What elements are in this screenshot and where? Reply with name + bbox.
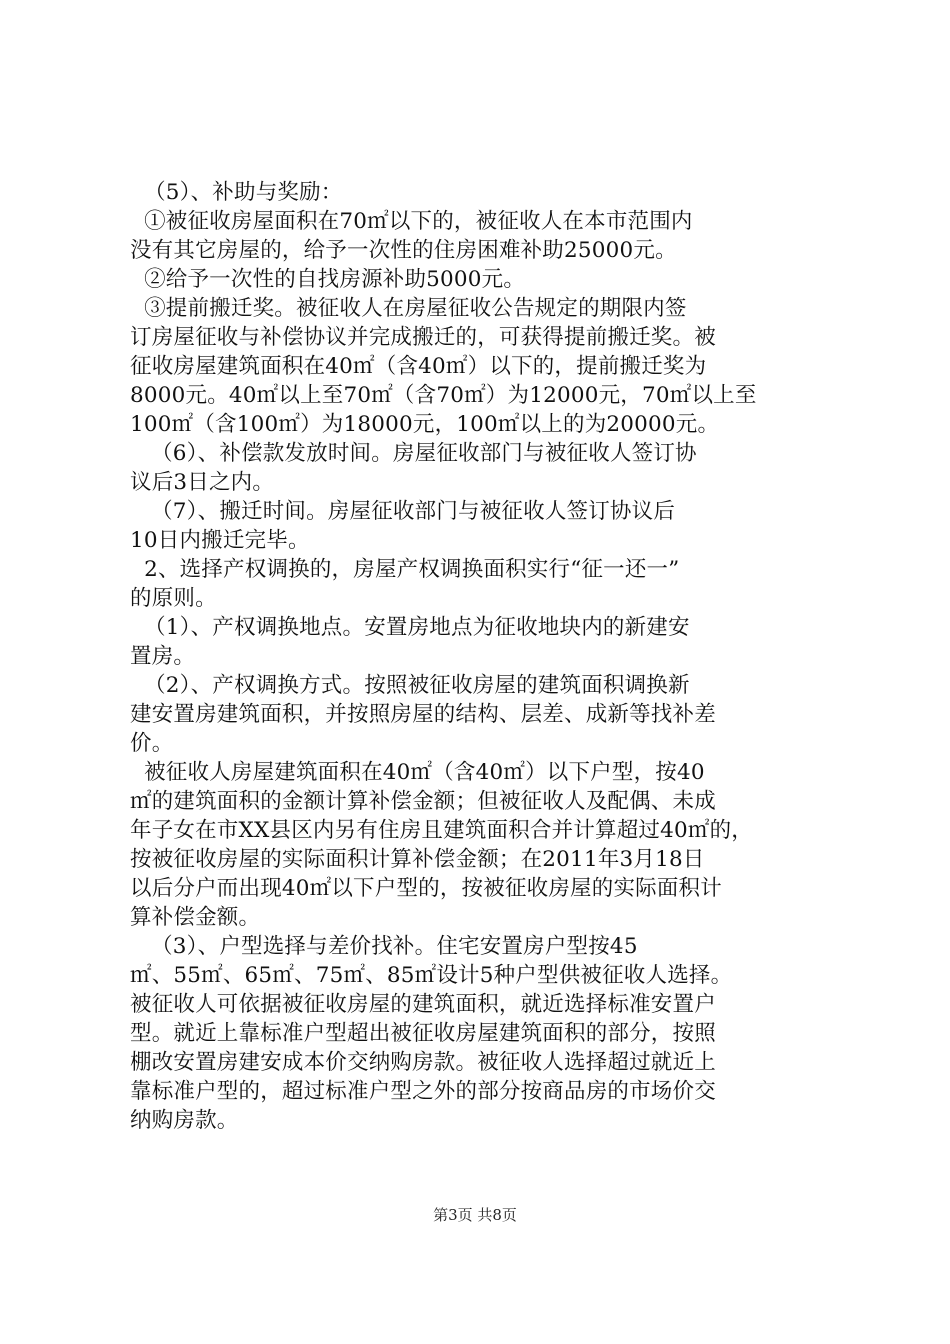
text-line: ①被征收房屋面积在70㎡以下的，被征收人在本市范围内 (130, 209, 693, 234)
text-line: 按被征收房屋的实际面积计算补偿金额；在2011年3月18日 (130, 847, 705, 872)
text-line: 棚改安置房建安成本价交纳购房款。被征收人选择超过就近上 (130, 1050, 716, 1075)
text-line: 被征收人可依据被征收房屋的建筑面积，就近选择标准安置户 (130, 992, 716, 1017)
text-line: 被征收人房屋建筑面积在40㎡（含40㎡）以下户型，按40 (130, 760, 705, 785)
text-line: （6）、补偿款发放时间。房屋征收部门与被征收人签订协 (130, 441, 697, 466)
document-body (130, 178, 835, 1135)
text-line: 价。 (130, 731, 174, 756)
text-line: 建安置房建筑面积，并按照房屋的结构、层差、成新等找补差 (130, 702, 716, 727)
text-line: 算补偿金额。 (130, 905, 261, 930)
text-line: 征收房屋建筑面积在40㎡（含40㎡）以下的，提前搬迁奖为 (130, 354, 707, 379)
text-line: 2、选择产权调换的，房屋产权调换面积实行“征一还一” (130, 557, 680, 582)
text-line: （3）、户型选择与差价找补。住宅安置房户型按45 (130, 934, 638, 959)
text-line: ㎡、55㎡、65㎡、75㎡、85㎡设计5种户型供被征收人选择。 (130, 963, 733, 988)
text-line: 10日内搬迁完毕。 (130, 528, 310, 553)
text-line: 没有其它房屋的，给予一次性的住房困难补助25000元。 (130, 238, 677, 263)
text-line: （1）、产权调换地点。安置房地点为征收地块内的新建安 (130, 615, 690, 640)
text-line: 年子女在市XX县区内另有住房且建筑面积合并计算超过40㎡的， (130, 818, 753, 843)
text-line: 型。就近上靠标准户型超出被征收房屋建筑面积的部分，按照 (130, 1021, 716, 1046)
text-line: （7）、搬迁时间。房屋征收部门与被征收人签订协议后 (130, 499, 676, 524)
text-line: 纳购房款。 (130, 1108, 239, 1133)
text-line: 议后3日之内。 (130, 470, 275, 495)
text-line: （5）、补助与奖励： (130, 180, 343, 205)
text-line: ②给予一次性的自找房源补助5000元。 (130, 267, 526, 292)
page-footer: 第3页 共8页 (433, 1206, 517, 1224)
text-line: ㎡的建筑面积的金额计算补偿金额；但被征收人及配偶、未成 (130, 789, 716, 814)
text-line: 以后分户而出现40㎡以下户型的，按被征收房屋的实际面积计 (130, 876, 722, 901)
text-line: 靠标准户型的，超过标准户型之外的部分按商品房的市场价交 (130, 1079, 716, 1104)
text-line: 订房屋征收与补偿协议并完成搬迁的，可获得提前搬迁奖。被 (130, 325, 716, 350)
text-line: 8000元。40㎡以上至70㎡（含70㎡）为12000元，70㎡以上至 (130, 383, 757, 408)
text-line: 100㎡（含100㎡）为18000元，100㎡以上的为20000元。 (130, 412, 720, 437)
text-line: （2）、产权调换方式。按照被征收房屋的建筑面积调换新 (130, 673, 690, 698)
text-line: 置房。 (130, 644, 196, 669)
text-line: 的原则。 (130, 586, 217, 611)
text-line: ③提前搬迁奖。被征收人在房屋征收公告规定的期限内签 (130, 296, 687, 321)
